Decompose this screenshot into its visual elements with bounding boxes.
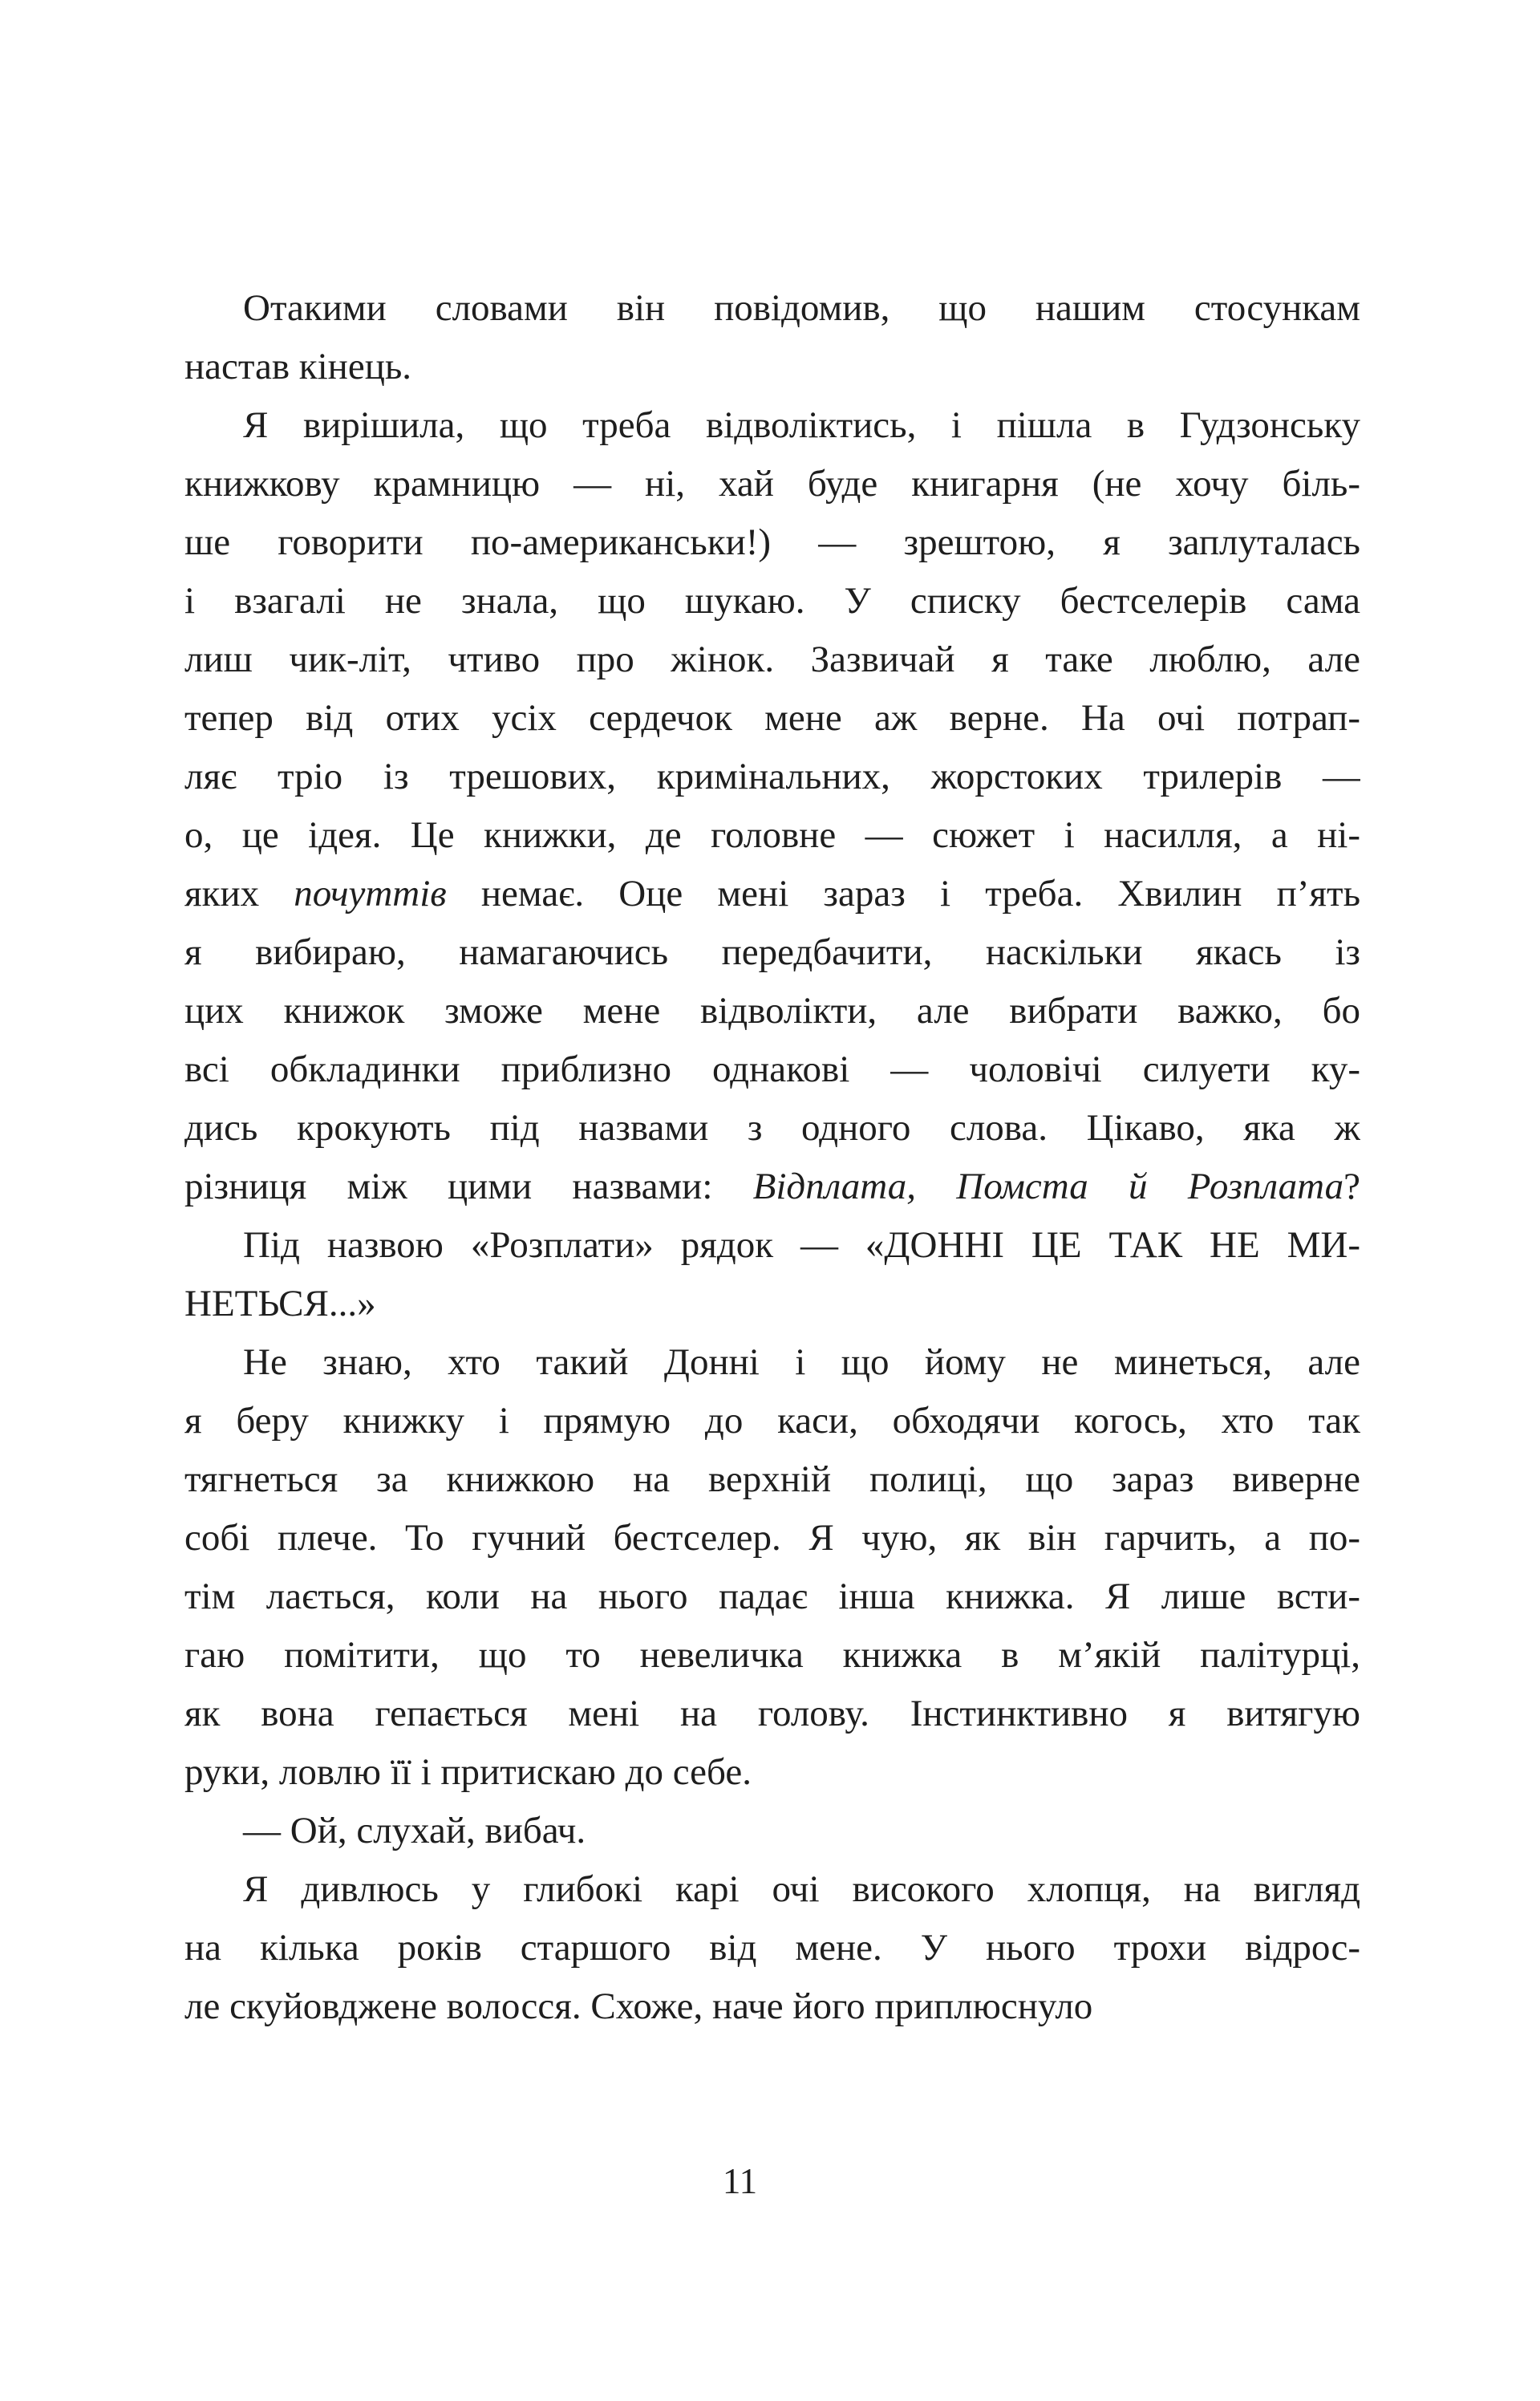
text-run: я вибираю, намагаючись передбачити, наскільки якась із	[184, 931, 1360, 973]
text-run: різниця між цими назвами:	[184, 1166, 753, 1207]
text-run: Я дивлюсь у глибокі карі очі високого хлопця, на вигляд	[243, 1868, 1360, 1910]
text-line	[184, 1860, 1360, 1919]
text-line	[184, 1802, 1360, 1860]
text-run: НЕТЬСЯ...»	[184, 1283, 376, 1324]
text-line	[184, 1216, 1360, 1275]
text-run: і взагалі не знала, що шукаю. У списку бестселерів сама	[184, 580, 1360, 622]
text-line	[184, 689, 1360, 748]
text-line	[184, 631, 1360, 689]
text-line	[184, 572, 1360, 631]
paragraph	[184, 396, 1360, 1216]
italic-text-run: Відплата, Помста й Розплата	[752, 1166, 1344, 1207]
page-number: 11	[722, 2161, 758, 2201]
text-line	[184, 865, 1360, 923]
text-line	[184, 1568, 1360, 1626]
text-run: цих книжок зможе мене відволікти, але вибрати важко, бо	[184, 990, 1360, 1032]
text-run: ле скуйовджене волосся. Схоже, наче його приплюснуло	[184, 1985, 1093, 2027]
text-line	[184, 1040, 1360, 1099]
paragraph	[184, 1216, 1360, 1333]
text-run: тепер від отих усіх сердечок мене аж верне. На очі потрап-	[184, 697, 1360, 739]
text-run: Я вирішила, що треба відволіктись, і пішла в Гудзонську	[243, 404, 1360, 446]
text-run: собі плече. То гучний бестселер. Я чую, як він гарчить, а по-	[184, 1517, 1360, 1559]
text-line	[184, 1158, 1360, 1216]
text-run: книжкову крамницю — ні, хай буде книгарня (не хочу біль-	[184, 463, 1360, 505]
text-line	[184, 513, 1360, 572]
text-run: лиш чик-літ, чтиво про жінок. Зазвичай я таке люблю, але	[184, 639, 1360, 680]
italic-text-run: почуттів	[294, 873, 447, 915]
text-line	[184, 1333, 1360, 1392]
text-line	[184, 1743, 1360, 1802]
text-run: всі обкладинки приблизно однакові — чоловічі силуети ку-	[184, 1048, 1360, 1090]
text-run: немає. Оце мені зараз і треба. Хвилин п’ять	[446, 873, 1360, 915]
text-run: тім лається, коли на нього падає інша книжка. Я лише всти-	[184, 1576, 1360, 1617]
text-line	[184, 1509, 1360, 1568]
text-run: ?	[1343, 1166, 1360, 1207]
page-body-text	[184, 279, 1360, 2036]
text-run: о, це ідея. Це книжки, де головне — сюжет і насилля, а ні-	[184, 814, 1360, 856]
text-run: Під назвою «Розплати» рядок — «ДОННІ ЦЕ ТАК НЕ МИ-	[243, 1224, 1360, 1266]
text-line	[184, 1919, 1360, 1977]
text-run: руки, ловлю її і притискаю до себе.	[184, 1751, 752, 1793]
text-line	[184, 1450, 1360, 1509]
text-line	[184, 1275, 1360, 1333]
text-line	[184, 1392, 1360, 1450]
paragraph	[184, 1333, 1360, 1802]
text-line	[184, 806, 1360, 865]
text-run: яких	[184, 873, 294, 915]
text-run: я беру книжку і прямую до каси, обходячи когось, хто так	[184, 1400, 1360, 1442]
text-line	[184, 1685, 1360, 1743]
text-run: ляє тріо із трешових, кримінальних, жорстоких трилерів —	[184, 756, 1360, 797]
text-line	[184, 279, 1360, 338]
text-line	[184, 923, 1360, 982]
text-line	[184, 455, 1360, 513]
text-run: гаю помітити, що то невеличка книжка в м’якій палітурці,	[184, 1634, 1360, 1676]
text-run: Не знаю, хто такий Донні і що йому не минеться, але	[243, 1341, 1360, 1383]
paragraph	[184, 1802, 1360, 1860]
paragraph	[184, 1860, 1360, 2036]
text-run: настав кінець.	[184, 346, 412, 387]
text-line	[184, 1977, 1360, 2036]
text-line	[184, 748, 1360, 806]
paragraph	[184, 279, 1360, 396]
text-line	[184, 982, 1360, 1040]
text-run: Отакими словами він повідомив, що нашим стосункам	[243, 287, 1360, 329]
text-line	[184, 338, 1360, 396]
text-line	[184, 1099, 1360, 1158]
text-run: дись крокують під назвами з одного слова. Цікаво, яка ж	[184, 1107, 1360, 1149]
text-run: на кілька років старшого від мене. У нього трохи відрос-	[184, 1927, 1360, 1969]
text-line	[184, 396, 1360, 455]
text-line	[184, 1626, 1360, 1685]
text-run: — Ой, слухай, вибач.	[243, 1810, 586, 1851]
text-run: тягнеться за книжкою на верхній полиці, що зараз виверне	[184, 1458, 1360, 1500]
text-run: як вона гепається мені на голову. Інстинктивно я витягую	[184, 1693, 1360, 1734]
text-run: ше говорити по-американськи!) — зрештою, я заплуталась	[184, 521, 1360, 563]
